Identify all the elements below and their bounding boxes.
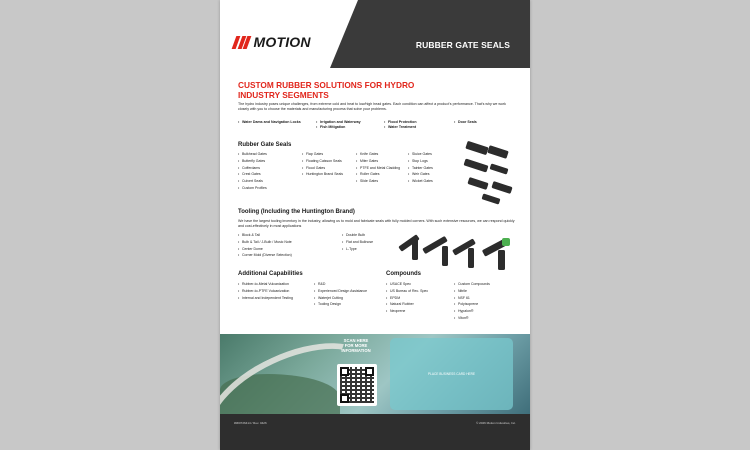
logo-mark-icon [234, 36, 251, 49]
segments-col2 [316, 120, 386, 131]
list-item: • Experienced Design Assistance [314, 289, 376, 293]
scan-line1: SCAN HERE [343, 338, 369, 343]
scan-line2: FOR MORE [344, 343, 368, 348]
list-item: • US Bureau of Rec. Spec [386, 289, 452, 293]
list-item: • Neoprene [386, 309, 452, 313]
segments-col1 [238, 120, 308, 125]
tooling-col2 [342, 233, 402, 253]
tooling-heading: Tooling (Including the Huntington Brand) [238, 209, 355, 215]
list-item: • Fish Mitigation [316, 125, 386, 129]
compounds-col2 [454, 282, 520, 323]
list-item: • Bulb & Tail / J-Bulb / Music Note [238, 240, 338, 244]
header [220, 0, 530, 68]
list-item: • Corner Mold (Diverse Selection) [238, 253, 338, 257]
gate-seals-col2 [302, 152, 352, 179]
tooling-paragraph: We have the largest tooling inventory in the industry, allowing us to mold and fabricate seals with fully molded corners. With such extensive resources, we can respond quickly and cost-effectively in most applications [238, 219, 515, 228]
list-item: • Sluice Gates [408, 152, 456, 156]
list-item: • Crest Gates [238, 172, 298, 176]
gate-seals-heading: Rubber Gate Seals [238, 142, 292, 148]
footer-doc-number: #MI0726414 / Rev. 0426 [234, 421, 267, 425]
list-item: • Floating Caisson Seals [302, 159, 352, 163]
footer [220, 414, 530, 450]
qr-code[interactable] [337, 364, 377, 406]
list-item: • Waterjet Cutting [314, 296, 376, 300]
segments-col4 [454, 120, 514, 125]
list-item: • Custom Compounds [454, 282, 520, 286]
list-item: • Flat and Bullnose [342, 240, 402, 244]
list-item: • Slide Gates [356, 179, 406, 183]
business-card-text: PLACE BUSINESS CARD HERE [427, 372, 476, 376]
list-item: • Polyisoprene [454, 302, 520, 306]
list-item: • Irrigation and Waterway [316, 120, 386, 124]
capabilities-col2 [314, 282, 376, 309]
list-item: • Tainter Gates [408, 166, 456, 170]
gate-seals-col4 [408, 152, 456, 186]
segments-col3 [384, 120, 444, 131]
intro-paragraph: The hydro industry poses unique challenges, from extreme cold and heat to low/high head gates. Each condition can affect a product's performance. That's why we work closely with you to choose the materials and manufacturing process that solve your problems. [238, 102, 506, 111]
list-item: • Custom Profiles [238, 186, 298, 190]
list-item: • Natural Rubber [386, 302, 452, 306]
header-title: RUBBER GATE SEALS [415, 40, 510, 50]
tooling-col1 [238, 233, 338, 260]
capabilities-col1 [238, 282, 310, 302]
motion-logo [234, 34, 311, 50]
list-item: • PTFE and Metal Cladding [356, 166, 406, 170]
scan-callout [327, 338, 385, 353]
list-item: • Culvert Seals [238, 179, 298, 183]
page-title-line2: INDUSTRY SEGMENTS [238, 90, 329, 100]
list-item: • Nitrile [454, 289, 520, 293]
list-item: • USACE Spec [386, 282, 452, 286]
list-item: • R&D [314, 282, 376, 286]
list-item: • Butterfly Gates [238, 159, 298, 163]
list-item: • Bulkhead Gates [238, 152, 298, 156]
capabilities-heading: Additional Capabilities [238, 271, 303, 277]
list-item: • Center Dome [238, 247, 338, 251]
list-item: • Flap Gates [302, 152, 352, 156]
list-item: • Wicket Gates [408, 179, 456, 183]
header-banner [330, 0, 530, 68]
compounds-col1 [386, 282, 452, 316]
list-item: • Weir Gates [408, 172, 456, 176]
list-item: • Internal and Independent Testing [238, 296, 310, 300]
gate-seals-col1 [238, 152, 298, 193]
list-item: • Roller Gates [356, 172, 406, 176]
list-item: • Flood Gates [302, 166, 352, 170]
list-item: • Water Treatment [384, 125, 444, 129]
list-item: • Viton® [454, 316, 520, 320]
list-item: • Flood Protection [384, 120, 444, 124]
list-item: • Water Dams and Navigation Locks [238, 120, 308, 124]
footer-copyright: © 2026 Motion Industries, Inc. [476, 421, 516, 425]
list-item: • Cofferdams [238, 166, 298, 170]
page-title-line1: CUSTOM RUBBER SOLUTIONS FOR HYDRO [238, 80, 415, 90]
scan-line3: INFORMATION [341, 348, 371, 353]
list-item: • Block & Tail [238, 233, 338, 237]
flyer-page [220, 0, 530, 450]
page-title [238, 80, 498, 100]
list-item: • Hypalon® [454, 309, 520, 313]
list-item: • Knife Gates [356, 152, 406, 156]
list-item: • EPDM [386, 296, 452, 300]
logo-text: MOTION [253, 34, 311, 50]
business-card-placeholder [390, 338, 513, 410]
list-item: • Door Seals [454, 120, 514, 124]
list-item: • Miter Gates [356, 159, 406, 163]
list-item: • Rubber-to-Metal Vulcanization [238, 282, 310, 286]
list-item: • Stop Logs [408, 159, 456, 163]
list-item: • L-Type [342, 247, 402, 251]
list-item: • Rubber-to-PTFE Vulcanization [238, 289, 310, 293]
gate-seals-col3 [356, 152, 406, 186]
list-item: • Double Bulb [342, 233, 402, 237]
list-item: • Huntington Brand Seals [302, 172, 352, 176]
list-item: • NSF 61 [454, 296, 520, 300]
list-item: • Tooling Design [314, 302, 376, 306]
compounds-heading: Compounds [386, 271, 421, 277]
